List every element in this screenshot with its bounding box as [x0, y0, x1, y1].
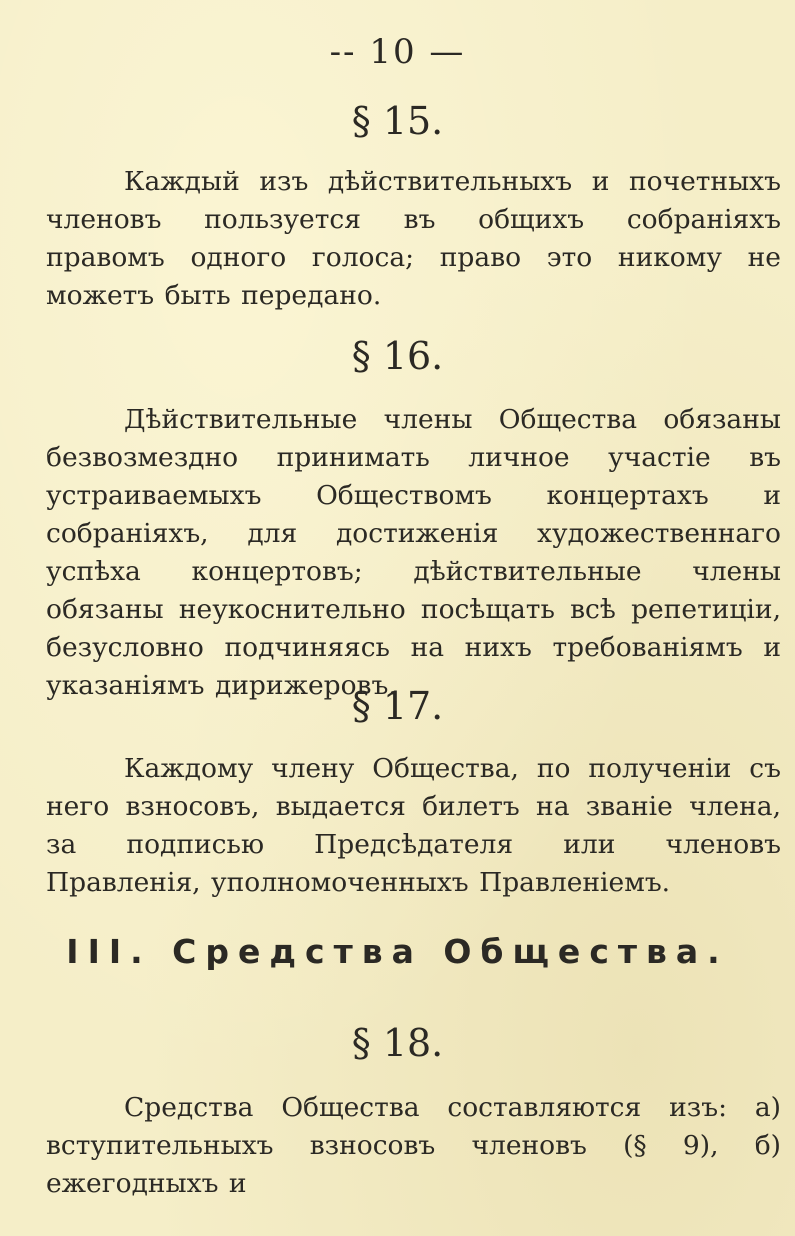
section-heading-15: § 15. — [351, 99, 444, 143]
section-heading-16: § 16. — [351, 334, 444, 378]
section-16-paragraph: Дѣйствительные члены Общества обязаны безвозмездно принимать личное участіе въ устраиваемыхъ Обществомъ концертахъ и собраніяхъ, для достиженія художественнаго успѣха концертовъ; дѣйствительные члены обязаны неукоснительно посѣщать всѣ репетиціи, безусловно подчиняясь на нихъ требованіямъ и указаніямъ дирижеровъ. — [46, 404, 781, 701]
section-heading-18: § 18. — [351, 1021, 444, 1065]
section-17-paragraph: Каждому члену Общества, по полученіи съ него взносовъ, выдается билетъ на званіе члена, за подписью Предсѣдателя или членовъ Правленія, уполномоченныхъ Правленіемъ. — [46, 753, 781, 898]
section-15-paragraph: Каждый изъ дѣйствительныхъ и почетныхъ членовъ пользуется въ общихъ собраніяхъ правомъ одного голоса; право это никому не можетъ быть передано. — [46, 166, 781, 311]
chapter-heading: III. Средства Общества. — [66, 932, 729, 971]
section-18-paragraph: Средства Общества составляются изъ: а) вступительныхъ взносовъ членовъ (§ 9), б) ежегодныхъ и — [46, 1092, 781, 1199]
section-heading-17: § 17. — [351, 684, 444, 728]
page-number: -- 10 — — [329, 32, 466, 72]
